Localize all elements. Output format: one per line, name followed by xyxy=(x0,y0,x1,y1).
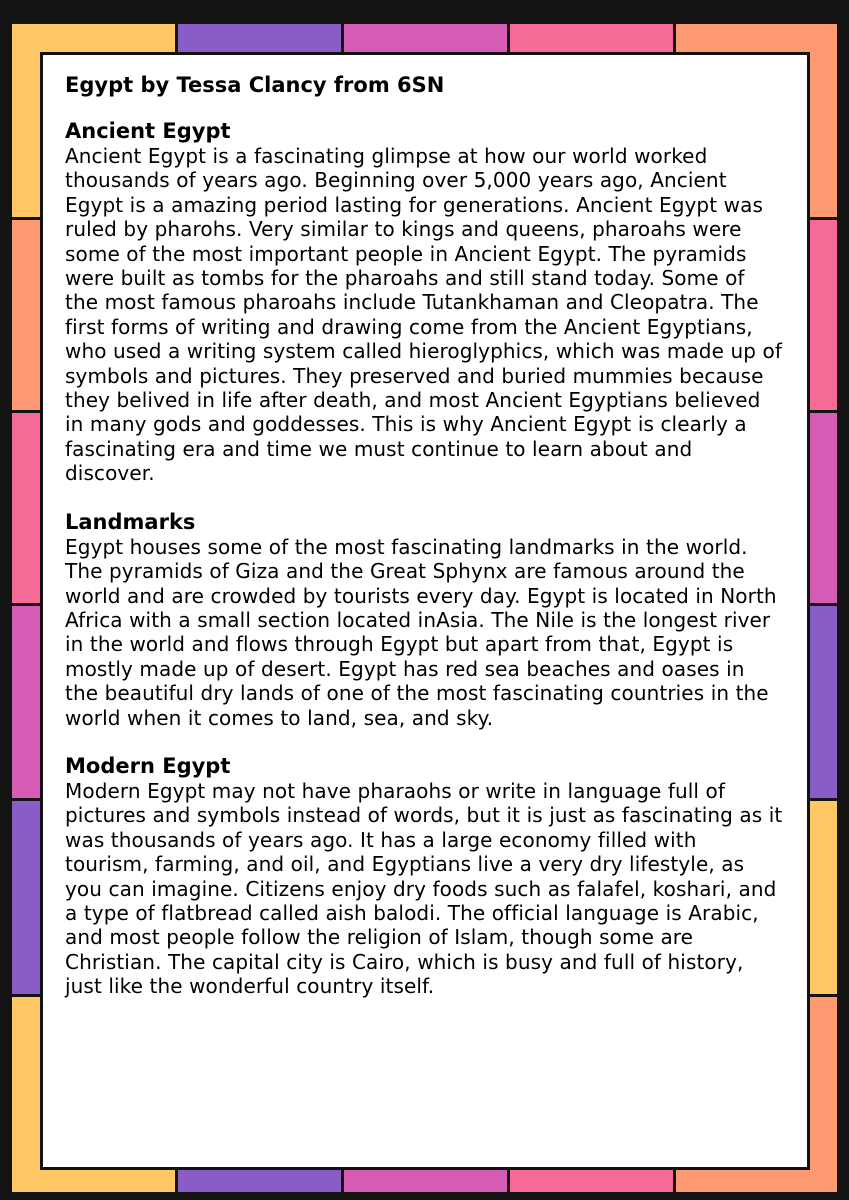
section-body: Egypt houses some of the most fascinating landmarks in the world. The pyramids of Giza and the Great Sphynx are famous around the world and are crowded by tourists every day. Egypt is located in North Africa with a small section located inAsia. The Nile is the longest river in the world and flows through Egypt but apart from that, Egypt is mostly made up of desert. Egypt has red sea beaches and oases in the beautiful dry lands of one of the most fascinating countries in the world when it comes to land, sea, and sky. xyxy=(65,534,777,730)
border-left-purple xyxy=(12,801,40,994)
border-right-orange xyxy=(810,24,837,217)
border-top-purple xyxy=(178,24,341,52)
border-bottom-pink xyxy=(510,1170,673,1192)
border-top-pink xyxy=(510,24,673,52)
document-title: Egypt by Tessa Clancy from 6SN xyxy=(65,73,445,97)
section-heading: Ancient Egypt xyxy=(65,119,231,143)
border-right-magenta xyxy=(810,413,837,603)
border-bottom-purple xyxy=(178,1170,341,1192)
border-right-orange-2 xyxy=(810,997,837,1192)
border-left-orange xyxy=(12,220,40,410)
border-right-pink xyxy=(810,220,837,410)
document-page xyxy=(40,52,810,1170)
border-left-magenta xyxy=(12,606,40,798)
border-right-purple xyxy=(810,606,837,798)
section-body: Ancient Egypt is a fascinating glimpse at how our world worked thousands of years ago. Beginning over 5,000 years ago, Ancient Egypt is a amazing period lasting for generations. Ancient Egypt was ruled by pharohs. Very similar to kings and queens, pharoahs were some of the most important people in Ancient Egypt. The pyramids were built as tombs for the pharoahs and still stand today. Some of the most famous pharoahs include Tutankhaman and Cleopatra. The first forms of writing and drawing come from the Ancient Egyptians, who used a writing system called hieroglyphics, which was made up of symbols and pictures. They preserved and buried mummies because they belived in life after death, and most Ancient Egyptians believed in many gods and goddesses. This is why Ancient Egypt is clearly a fascinating era and time we must continue to learn about and discover. xyxy=(65,144,782,486)
border-left-pink xyxy=(12,413,40,603)
section-modern-egypt xyxy=(65,754,783,999)
section-landmarks xyxy=(65,510,783,730)
section-heading: Landmarks xyxy=(65,509,196,534)
border-left-yellow-2 xyxy=(12,997,40,1192)
section-ancient-egypt xyxy=(65,119,783,486)
border-right-yellow xyxy=(810,801,837,994)
border-left-yellow xyxy=(12,24,40,217)
section-heading: Modern Egypt xyxy=(65,753,231,778)
border-top-magenta xyxy=(344,24,507,52)
section-body: Modern Egypt may not have pharaohs or write in language full of pictures and symbols instead of words, but it is just as fascinating as it was thousands of years ago. It has a large economy filled with tourism, farming, and oil, and Egyptians live a very dry lifestyle, as you can imagine. Citizens enjoy dry foods such as falafel, koshari, and a type of flatbread called aish balodi. The official language is Arabic, and most people follow the religion of Islam, though some are Christian. The capital city is Cairo, which is busy and full of history, just like the wonderful country itself. xyxy=(65,778,783,999)
border-bottom-magenta xyxy=(344,1170,507,1192)
